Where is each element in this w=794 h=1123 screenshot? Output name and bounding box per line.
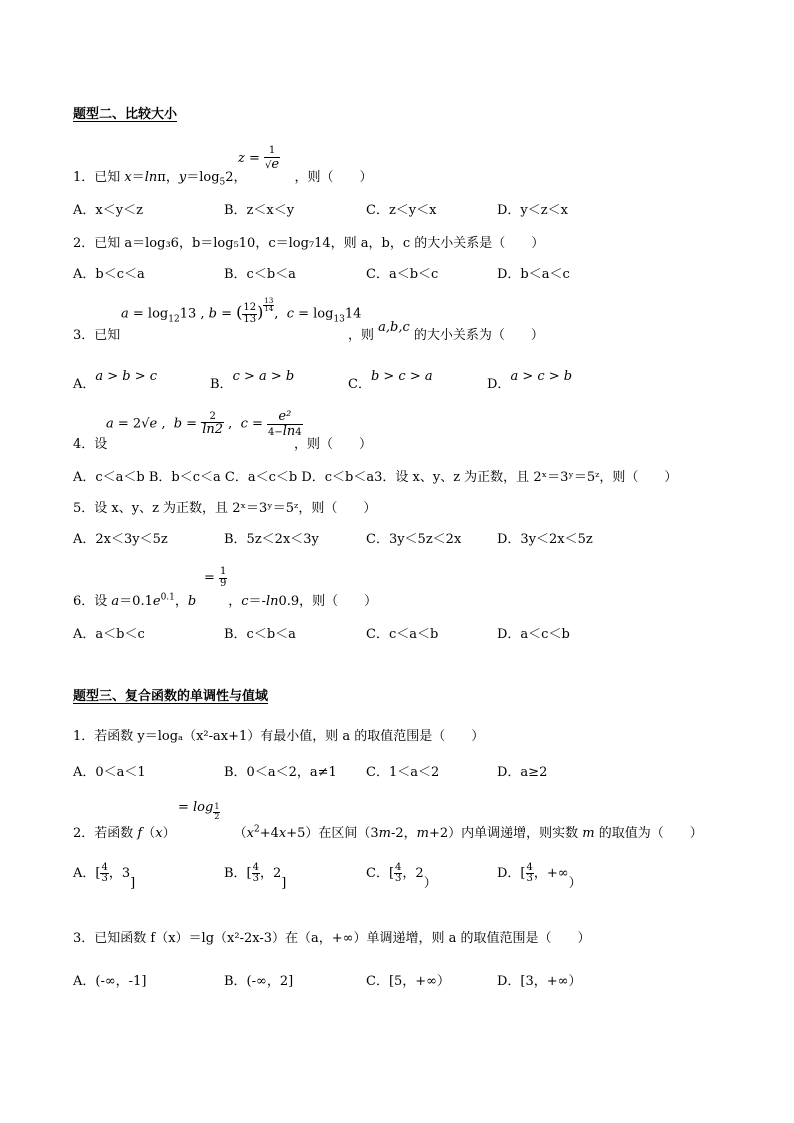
option-a[interactable]: A．2x＜3y＜5z — [73, 532, 168, 547]
options-line[interactable]: A．c＜a＜b B．b＜c＜a C．a＜c＜b D．c＜b＜a3．设 x、y、z 为正数，且 2ˣ＝3ʸ＝5ᶻ，则（ ） — [73, 470, 678, 485]
option-c[interactable]: C．[ $\frac{4}{3}$ ，2） — [366, 861, 437, 891]
question-text: 2．若函数 f（x） $(x^2+4x+5)$在区间（3m-2，m+2）内单调递增，则实数 m 的取值为（ ） — [73, 824, 703, 841]
question-text: 1．若函数 y＝logₐ（x²-ax+1）有最小值，则 a 的取值范围是（ ） — [73, 729, 485, 744]
question-text: 3．已知函数 f（x）＝lg（x²-2x-3）在（a，+∞）单调递增，则 a 的取值范围是（ ） — [73, 931, 591, 946]
option-b[interactable]: B．(-∞，2] — [224, 974, 294, 989]
option-d[interactable]: D．[3，+∞） — [497, 974, 582, 989]
option-b[interactable]: B．z＜x＜y — [224, 203, 295, 218]
question-text: 1．已知 x＝lnπ，$y=\log_52$， ，则（ ） — [73, 170, 373, 188]
option-c[interactable]: C．b > c > a — [348, 369, 433, 392]
formula-z: z = $\frac{1}{√e}$ — [238, 145, 280, 172]
option-c[interactable]: C．z＜y＜x — [366, 203, 437, 218]
option-c[interactable]: C．c＜a＜b — [366, 627, 439, 642]
formula-b6: = $\frac{1}{9}$ — [204, 566, 227, 589]
option-d[interactable]: D．a > c > b — [487, 369, 573, 392]
section-title: 题型三、复合函数的单调性与值域 — [73, 689, 269, 704]
option-d[interactable]: D．a＜c＜b — [497, 627, 570, 642]
question-text: 4．设 — [73, 437, 108, 452]
question-tail: ，则（ ） — [294, 437, 373, 452]
question-text: 3．已知 — [73, 328, 121, 343]
option-d[interactable]: D．[ $\frac{4}{3}$ ，+∞） — [497, 861, 582, 891]
option-b[interactable]: B．0＜a＜2，a≠1 — [224, 765, 337, 780]
option-a[interactable]: A．[ $\frac{4}{3}$ ，3] — [73, 861, 136, 891]
option-b[interactable]: B．5z＜2x＜3y — [224, 532, 319, 547]
question-text: 5．设 x、y、z 为正数，且 2ˣ＝3ʸ＝5ᶻ，则（ ） — [73, 501, 377, 516]
option-d[interactable]: D．b＜a＜c — [497, 267, 570, 282]
option-a[interactable]: A．(-∞，-1] — [73, 974, 147, 989]
option-d[interactable]: D．3y＜2x＜5z — [497, 532, 593, 547]
formula-4: a = 2√e , b = $\frac{2}{\ln 2}$ , c = $\frac{\text{e²}}{4-\ln 4}$ — [106, 409, 302, 439]
question-tail: ，则 a,b,c 的大小关系为（ ） — [348, 320, 544, 343]
question-text: 6．设 $a=0.1e^{0.1}$，b ，c＝-ln0.9，则（ ） — [73, 592, 378, 609]
option-c[interactable]: C．a＜b＜c — [366, 267, 439, 282]
formula-abc: $a = \log_{12}13$ , b = ( $\frac{12}{13}$ ) $^{\frac{13}{14}}$ , $c = \log_{13}14$ — [121, 297, 362, 325]
option-b[interactable]: B．[ $\frac{4}{3}$ ，2] — [224, 861, 287, 891]
option-a[interactable]: A．a＜b＜c — [73, 627, 145, 642]
option-b[interactable]: B．c＜b＜a — [224, 267, 296, 282]
option-b[interactable]: B．c＜b＜a — [224, 627, 296, 642]
option-a[interactable]: A．x＜y＜z — [73, 203, 143, 218]
option-a[interactable]: A．b＜c＜a — [73, 267, 145, 282]
question-text: 2．已知 a＝log₃6，b＝log₅10，c＝log₇14，则 a，b，c 的大小关系是（ ） — [73, 236, 545, 251]
option-d[interactable]: D．a≥2 — [497, 765, 548, 780]
section-title: 题型二、比较大小 — [73, 107, 178, 122]
formula-log: = log $_{\frac{1}{2}}$ — [178, 800, 220, 821]
option-c[interactable]: C．1＜a＜2 — [366, 765, 440, 780]
option-b[interactable]: B．c > a > b — [210, 369, 295, 392]
option-c[interactable]: C．3y＜5z＜2x — [366, 532, 462, 547]
option-c[interactable]: C．[5，+∞） — [366, 974, 451, 989]
option-a[interactable]: A．a > b > c — [73, 369, 158, 392]
option-a[interactable]: A．0＜a＜1 — [73, 765, 146, 780]
option-d[interactable]: D．y＜z＜x — [497, 203, 568, 218]
